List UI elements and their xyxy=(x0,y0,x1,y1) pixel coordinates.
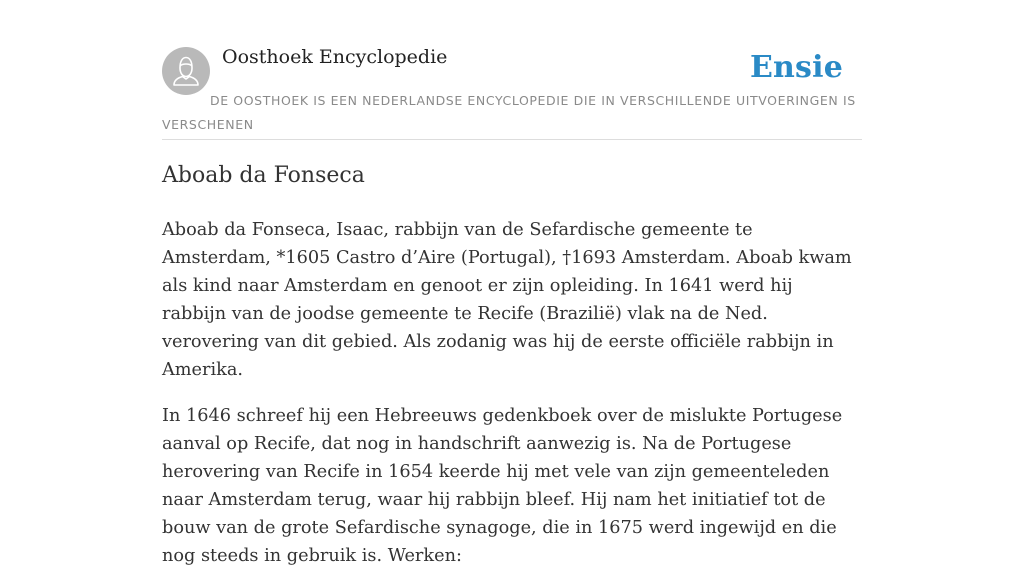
author-name[interactable]: Oosthoek Encyclopedie xyxy=(222,46,448,68)
article-title: Aboab da Fonseca xyxy=(162,163,365,188)
user-placeholder-icon[interactable] xyxy=(162,47,210,95)
ensie-logo[interactable]: Ensie xyxy=(749,50,843,85)
content-container xyxy=(162,0,862,566)
article-paragraph: Aboab da Fonseca, Isaac, rabbijn van de Sefardische gemeente te Amsterdam, *1605 Castro d’Aire (Portugal), †1693 Amsterdam. Aboab kwam als kind naar Amsterdam en genoot er zijn opleiding. In 1641 werd hij rabbijn van de joodse gemeente te Recife (Brazilië) vlak na de Ned. verovering van dit gebied. Als zodanig was hij de eerste officiële rabbijn in Amerika. xyxy=(162,220,852,380)
article-body xyxy=(162,216,862,588)
article-paragraph: In 1646 schreef hij een Hebreeuws gedenkboek over de mislukte Portugese aanval op Recife, dat nog in handschrift aanwezig is. Na de Portugese herovering van Recife in 1654 keerde hij met vele van zijn gemeenteleden naar Amsterdam terug, waar hij rabbijn bleef. Hij nam het initiatief tot de bouw van de grote Sefardische synagoge, die in 1675 werd ingewijd en die nog steeds in gebruik is. Werken: xyxy=(162,406,843,566)
author-tagline: DE OOSTHOEK IS EEN NEDERLANDSE ENCYCLOPEDIE DIE IN VERSCHILLENDE UITVOERINGEN IS VERSCHENEN xyxy=(162,93,856,132)
avatar-graphic xyxy=(162,47,210,95)
header xyxy=(162,0,862,140)
